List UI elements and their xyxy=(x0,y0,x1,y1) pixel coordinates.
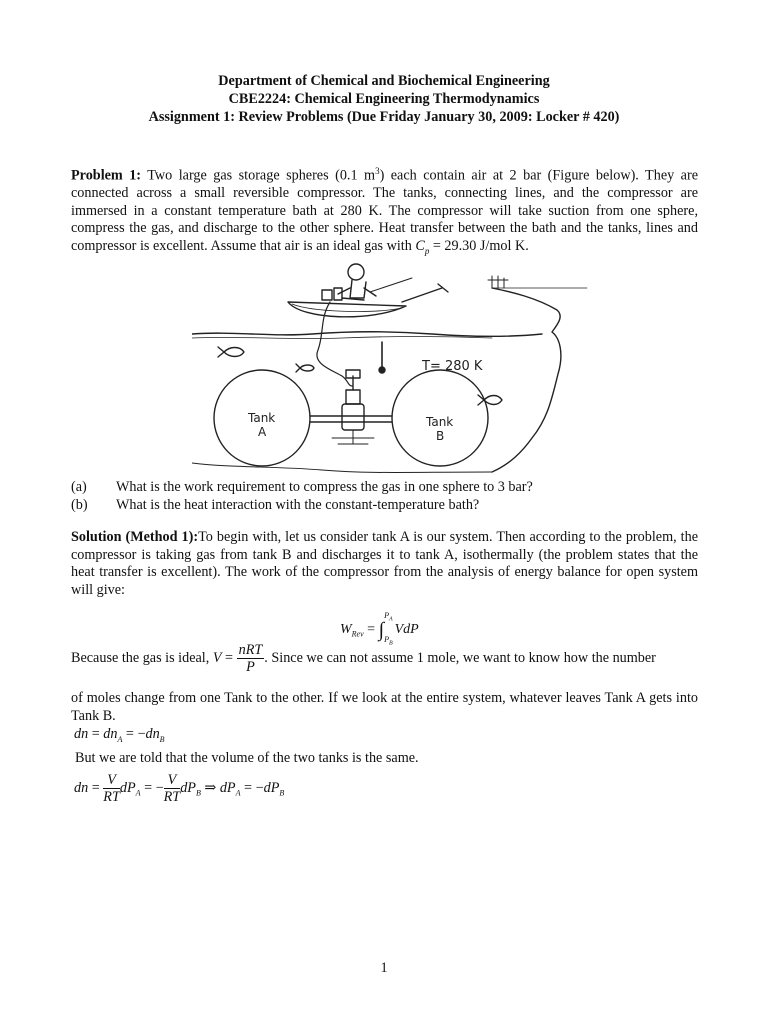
vol-fraction-1 xyxy=(103,772,120,805)
problem-1-label: Problem 1: xyxy=(71,167,142,184)
question-text: What is the work requirement to compress the gas in one sphere to 3 bar? xyxy=(116,479,533,495)
header-department: Department of Chemical and Biochemical Engineering xyxy=(218,73,550,89)
told-paragraph: But we are told that the volume of the two tanks is the same. xyxy=(75,750,419,766)
problem-1-paragraph xyxy=(71,163,698,260)
solution-label: Solution (Method 1): xyxy=(71,529,199,545)
vol-c-sub: A xyxy=(135,788,141,798)
moles-paragraph: of moles change from one Tank to the other. If we look at the entire system, whatever leaves Tank A gets into Tank B. xyxy=(71,690,698,724)
dn-a: dn xyxy=(74,726,89,742)
problem-1-sup: 3 xyxy=(375,166,380,176)
vol-fraction-2 xyxy=(164,772,181,805)
cp-subscript: p xyxy=(424,245,430,256)
header-course: CBE2224: Chemical Engineering Thermodynamics xyxy=(228,91,540,107)
vol-h: dP xyxy=(263,779,280,796)
ideal-equals: = xyxy=(221,649,237,666)
integral-upper: P xyxy=(384,611,389,620)
vol-a: dn xyxy=(74,779,89,796)
question-list xyxy=(71,478,698,514)
vol-num-2: V xyxy=(164,772,181,789)
tank-compressor-figure xyxy=(192,258,592,476)
dn-c-sub: A xyxy=(117,734,123,744)
tank-a-label-2: A xyxy=(258,425,267,439)
vol-d: = − xyxy=(140,779,164,796)
cp-value: = 29.30 J/mol K. xyxy=(429,237,529,254)
solution-text: To begin with, let us consider tank A is our system. Then according to the problem, the compressor is taking gas from tank B and discharges it to tank A, isothermally (the problem states that the heat transfer is excellent). The work of the compressor from the analysis of energy balance for open system will give: xyxy=(71,529,698,598)
problem-1-text-b: ) each contain air at 2 bar (Figure below). They are connected across a small reversible compressor. The tanks, connecting lines, and the compressor are immersed in a constant temperature bath at 280 K. The compressor will take suction from one sphere, compress the gas, and discharge to the other sphere. Heat transfer between the bath and the tanks, lines and compressor is excellent. Assume that air is an ideal gas with xyxy=(71,167,698,254)
question-item xyxy=(71,478,698,496)
integral-upper-sub: A xyxy=(388,616,393,623)
work-lhs: W xyxy=(340,621,352,637)
question-label: (b) xyxy=(71,497,88,513)
vol-b: = xyxy=(88,779,104,796)
vol-h-sub: B xyxy=(279,788,285,798)
question-label: (a) xyxy=(71,479,87,495)
question-text: What is the heat interaction with the constant-temperature bath? xyxy=(116,497,480,513)
question-item xyxy=(71,496,698,514)
work-equals: = xyxy=(363,621,379,637)
integrand: VdP xyxy=(394,621,419,637)
tank-a-label-1: Tank xyxy=(248,411,276,425)
dn-equation xyxy=(74,726,165,748)
vol-den-2: RT xyxy=(163,789,181,805)
document-header xyxy=(0,72,768,126)
ideal-denominator: P xyxy=(246,659,255,675)
integral-sign-icon: ∫ xyxy=(378,618,385,641)
temperature-label: T= 280 K xyxy=(422,359,483,374)
volume-equation xyxy=(74,772,284,805)
vol-arrow: ⇒ xyxy=(200,779,220,796)
cp-symbol: C xyxy=(415,237,425,254)
vol-den-1: RT xyxy=(103,789,120,805)
ideal-numerator: nRT xyxy=(238,642,263,658)
dn-b: = xyxy=(88,726,104,742)
vol-f-sub: A xyxy=(235,788,241,798)
ideal-text-a: Because the gas is ideal, xyxy=(71,649,213,666)
tank-b-label-2: B xyxy=(436,429,445,443)
vol-g: = − xyxy=(240,779,264,796)
solution-paragraph xyxy=(71,529,698,599)
integral-lower-sub: B xyxy=(388,640,393,647)
dn-c: dn xyxy=(103,726,118,742)
ideal-fraction xyxy=(237,642,265,675)
dn-e: dn xyxy=(145,726,160,742)
ideal-v: V xyxy=(212,649,222,666)
vol-f: dP xyxy=(219,779,236,796)
problem-1-text-a: Two large gas storage spheres (0.1 m xyxy=(141,167,376,184)
vol-num-1: V xyxy=(103,772,120,789)
ideal-text-b: . Since we can not assume 1 mole, we want to know how the number xyxy=(264,649,656,666)
dn-d: = − xyxy=(122,726,146,742)
page-number: 1 xyxy=(380,960,388,976)
header-assignment: Assignment 1: Review Problems (Due Friday January 30, 2009: Locker # 420) xyxy=(148,109,620,125)
tank-b-label-1: Tank xyxy=(426,415,454,429)
vol-e-sub: B xyxy=(195,788,201,798)
work-lhs-sub: Rev xyxy=(351,629,364,639)
dn-e-sub: B xyxy=(159,734,165,744)
vol-c: dP xyxy=(119,779,136,796)
vol-e: dP xyxy=(180,779,196,796)
ideal-gas-line xyxy=(71,642,698,675)
integral-lower: P xyxy=(384,634,389,644)
